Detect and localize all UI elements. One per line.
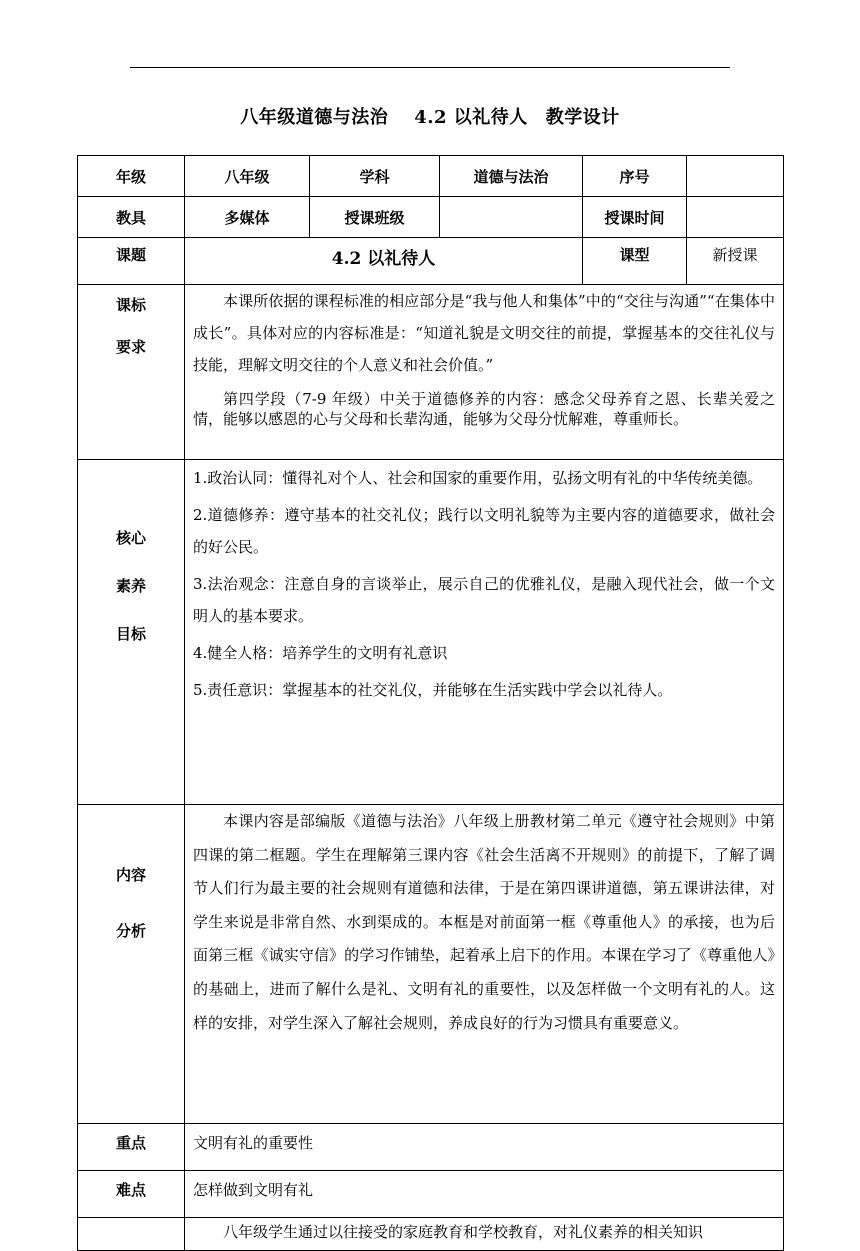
core-item-2: 2.道德修养：遵守基本的社交礼仪；践行以文明礼貌等为主要内容的道德要求，做社会的好公民。 xyxy=(193,506,775,556)
table-row-tools xyxy=(78,197,784,238)
serial-value xyxy=(687,156,784,197)
table-row-key-point xyxy=(78,1124,784,1171)
content-label-line1: 内容 xyxy=(115,866,146,884)
table-row-learner xyxy=(78,1218,784,1251)
core-label xyxy=(78,460,185,805)
core-cell xyxy=(185,460,784,805)
standard-para-1: 本课所依据的课程标准的相应部分是“我与他人和集体”中的“交往与沟通”“在集体中成长”。具体对应的内容标准是：“知道礼貌是文明交往的前提，掌握基本的交往礼仪与技能，理解文明交往的个人意义和社会价值。” xyxy=(193,292,775,374)
title-course: 八年级道德与法治 xyxy=(240,107,389,128)
core-item-1: 1.政治认同：懂得礼对个人、社会和国家的重要作用，弘扬文明有礼的中华传统美德。 xyxy=(193,469,763,487)
topic-value: 4.2 以礼待人 xyxy=(185,238,583,285)
standard-cell xyxy=(185,285,784,460)
difficulty-text: 怎样做到文明有礼 xyxy=(185,1171,784,1218)
title-suffix: 教学设计 xyxy=(545,107,620,128)
grade-value: 八年级 xyxy=(185,156,310,197)
table-row-difficulty xyxy=(78,1171,784,1218)
content-label-line2: 分析 xyxy=(115,922,146,940)
table-row-content xyxy=(78,805,784,1124)
learner-label xyxy=(78,1218,185,1251)
table-row-core xyxy=(78,460,784,805)
tools-label: 教具 xyxy=(78,197,185,238)
content-cell xyxy=(185,805,784,1124)
grade-label: 年级 xyxy=(78,156,185,197)
time-value xyxy=(687,197,784,238)
content-analysis-text: 本课内容是部编版《道德与法治》八年级上册教材第二单元《遵守社会规则》中第四课的第二框题。学生在理解第三课内容《社会生活离不开规则》的前提下，了解了调节人们行为最主要的社会规则有道德和法律，于是在第四课讲道德，第五课讲法律，对学生来说是非常自然、水到渠成的。本框是对前面第一框《尊重他人》的承接，也为后面第三框《诚实守信》的学习作铺垫，起着承上启下的作用。本课在学习了《尊重他人》的基础上，进而了解什么是礼、文明有礼的重要性，以及怎样做一个文明有礼的人。这样的安排，对学生深入了解社会规则，养成良好的行为习惯具有重要意义。 xyxy=(193,812,775,1032)
standard-label xyxy=(78,285,185,460)
title-lesson: 4.2 以礼待人 xyxy=(414,107,528,128)
type-value: 新授课 xyxy=(687,238,784,285)
lesson-plan-table xyxy=(77,155,784,1251)
core-label-line2: 素养 xyxy=(115,577,146,595)
subject-value: 道德与法治 xyxy=(440,156,583,197)
core-item-5: 5.责任意识：掌握基本的社交礼仪，并能够在生活实践中学会以礼待人。 xyxy=(193,681,673,699)
standard-para-2: 第四学段（7-9 年级）中关于道德修养的内容：感念父母养育之恩、长辈关爱之情，能够以感恩的心与父母和长辈沟通，能够为父母分忧解难，尊重师长。 xyxy=(193,390,775,428)
time-label: 授课时间 xyxy=(583,197,687,238)
core-item-3: 3.法治观念：注意自身的言谈举止，展示自己的优雅礼仪，是融入现代社会，做一个文明人的基本要求。 xyxy=(193,575,775,625)
core-label-line3: 目标 xyxy=(115,625,146,643)
topic-label: 课题 xyxy=(78,238,185,285)
learner-text-line: 八年级学生通过以往接受的家庭教育和学校教育，对礼仪素养的相关知识 xyxy=(223,1223,704,1241)
tools-value: 多媒体 xyxy=(185,197,310,238)
standard-label-line1: 课标 xyxy=(115,296,146,314)
table-row-grade xyxy=(78,156,784,197)
table-row-standard xyxy=(78,285,784,460)
core-item-4: 4.健全人格：培养学生的文明有礼意识 xyxy=(193,644,448,662)
class-label: 授课班级 xyxy=(310,197,440,238)
page-title xyxy=(0,103,860,129)
type-label: 课型 xyxy=(583,238,687,285)
difficulty-label: 难点 xyxy=(78,1171,185,1218)
key-point-text: 文明有礼的重要性 xyxy=(185,1124,784,1171)
header-rule xyxy=(130,67,730,68)
core-label-line1: 核心 xyxy=(115,529,146,547)
content-label xyxy=(78,805,185,1124)
serial-label: 序号 xyxy=(583,156,687,197)
table-row-topic xyxy=(78,238,784,285)
class-value xyxy=(440,197,583,238)
learner-text xyxy=(185,1218,784,1251)
standard-label-line2: 要求 xyxy=(115,338,146,356)
key-point-label: 重点 xyxy=(78,1124,185,1171)
subject-label: 学科 xyxy=(310,156,440,197)
